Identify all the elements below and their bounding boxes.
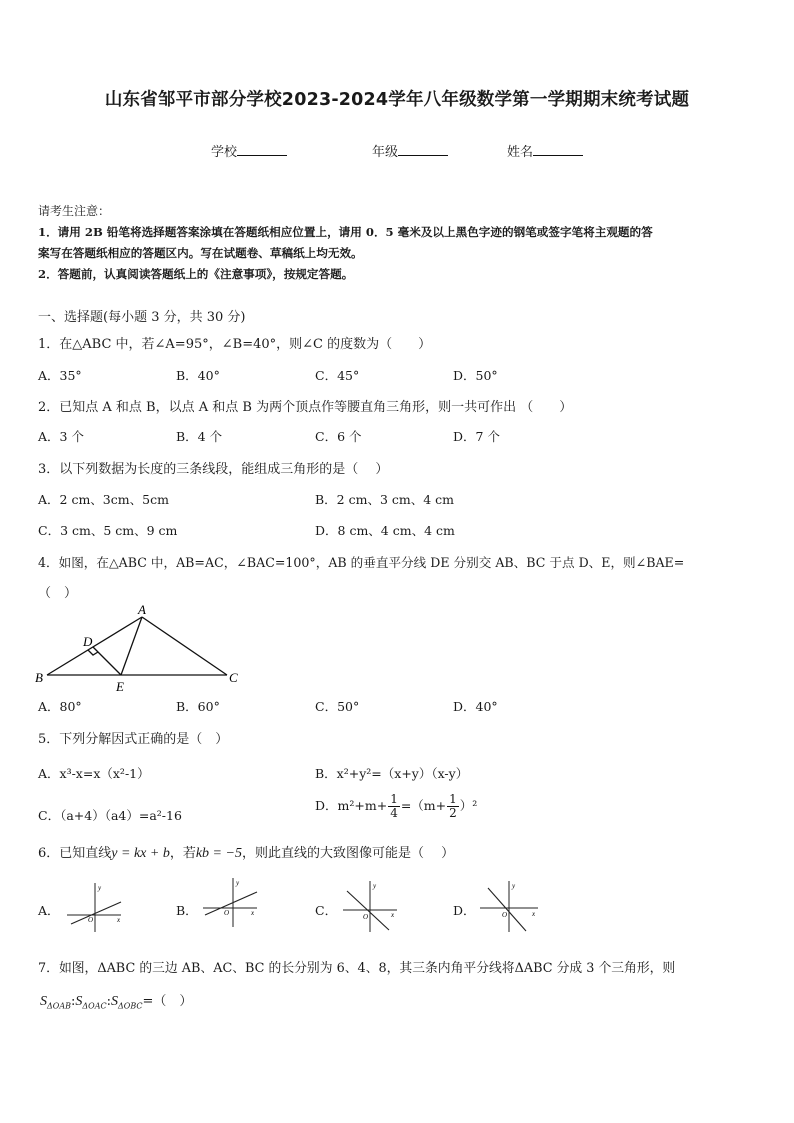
q4-option-d: D．40° <box>453 699 498 714</box>
name-blank <box>533 143 583 156</box>
q3-option-a: A．2 cm、3cm、5cm <box>38 492 169 507</box>
graph-line <box>205 892 257 915</box>
q1-option-b: B．40° <box>176 368 220 383</box>
area-s2: S <box>75 994 83 1009</box>
q5-option-c: C．（a+4）（a4）=a²-16 <box>38 808 182 823</box>
x-label: x <box>532 910 536 918</box>
label-b: B <box>35 670 43 685</box>
origin-label: O <box>88 916 94 924</box>
q4-option-a: A．80° <box>38 699 82 714</box>
area-s1: S <box>40 994 47 1009</box>
x-label: x <box>117 916 121 924</box>
notes-heading: 请考生注意： <box>38 204 111 218</box>
y-label: y <box>373 882 377 890</box>
q1-option-c: C．45° <box>315 368 360 383</box>
q6-graph-b <box>199 875 263 931</box>
fraction-denominator: 2 <box>449 806 457 820</box>
q2-option-c: C．6 个 <box>315 429 362 444</box>
q4-stem-paren: （ ） <box>38 586 78 601</box>
q5-stem: 5．下列分解因式正确的是（ ） <box>38 732 229 747</box>
q5-d-pre: D．m²+m+ <box>315 798 388 813</box>
q6-graph-a <box>63 880 127 936</box>
origin-label: O <box>502 911 508 919</box>
section-heading: 一、选择题(每小题 3 分，共 30 分) <box>38 310 246 325</box>
notes-item1-line1: 1．请用 2B 铅笔将选择题答案涂填在答题纸相应位置上，请用 0．5 毫米及以上黑色字迹的钢笔或签字笔将主观题的答 <box>38 225 653 239</box>
q1-stem: 1．在△ABC 中，若∠A=95°，∠B=40°，则∠C 的度数为（ ） <box>38 337 432 352</box>
q2-option-b: B．4 个 <box>176 429 223 444</box>
q5-option-d <box>315 793 477 820</box>
notes-item2: 2．答题前，认真阅读答题纸上的《注意事项》，按规定答题。 <box>38 267 354 281</box>
name-label: 姓名 <box>507 145 534 160</box>
q6-option-d-label: D． <box>453 903 476 918</box>
q4-triangle-figure <box>30 600 250 695</box>
ratio-end: =（ ） <box>142 994 193 1009</box>
q6-pre: 6．已知直线 <box>38 846 112 861</box>
x-label: x <box>251 909 255 917</box>
origin-label: O <box>363 913 369 921</box>
q6-graph-c <box>339 878 403 934</box>
school-blank <box>237 143 287 156</box>
segment-de <box>93 647 121 675</box>
ratio-sep-2: : <box>106 994 112 1009</box>
q3-option-c: C．3 cm、5 cm、9 cm <box>38 523 178 538</box>
q6-option-c-label: C． <box>315 903 338 918</box>
page-title: 山东省邹平市部分学校2023-2024学年八年级数学第一学期期末统考试题 <box>104 90 690 110</box>
q6-option-a-label: A． <box>38 903 60 918</box>
segment-ab <box>47 617 142 675</box>
label-e: E <box>116 679 124 694</box>
q2-option-d: D．7 个 <box>453 429 500 444</box>
q7-stem: 7．如图，ΔABC 的三边 AB、AC、BC 的长分别为 6、4、8，其三条内角平分线将ΔABC 分成 3 个三角形，则 <box>38 961 676 976</box>
fraction-one-half <box>447 793 459 820</box>
fraction-denominator: 4 <box>390 806 398 820</box>
school-label: 学校 <box>211 145 238 160</box>
q2-option-a: A．3 个 <box>38 429 84 444</box>
q5-d-post: ）² <box>459 798 478 813</box>
fraction-numerator: 1 <box>390 792 398 806</box>
q3-stem: 3．以下列数据为长度的三条线段，能组成三角形的是（ ） <box>38 462 389 477</box>
q5-d-mid: =（m+ <box>400 798 447 813</box>
label-c: C <box>229 670 238 685</box>
q6-post: ，则此直线的大致图像可能是（ ） <box>241 846 455 861</box>
x-label: x <box>391 911 395 919</box>
q3-option-b: B．2 cm、3 cm、4 cm <box>315 492 455 507</box>
q7-area-ratio <box>40 990 192 1011</box>
graph-line <box>488 888 526 931</box>
label-a: A <box>138 602 146 617</box>
y-label: y <box>236 879 240 887</box>
q4-option-b: B．60° <box>176 699 220 714</box>
q5-option-a: A．x³-x=x（x²-1） <box>38 766 150 781</box>
area-s1-sub: ΔOAB <box>47 1001 71 1011</box>
segment-ae <box>121 617 142 675</box>
name-field <box>507 141 583 160</box>
q5-option-b: B．x²+y²=（x+y）（x-y） <box>315 766 469 781</box>
grade-field <box>372 141 448 160</box>
q6-option-b-label: B． <box>176 903 198 918</box>
q6-graph-d <box>478 878 542 934</box>
q4-option-c: C．50° <box>315 699 360 714</box>
area-s3: S <box>111 994 119 1009</box>
area-s2-sub: ΔOAC <box>82 1001 107 1011</box>
school-field <box>211 141 287 160</box>
fraction-numerator: 1 <box>449 792 457 806</box>
notes-item1-line2: 案写在答题纸相应的答题区内。写在试题卷、草稿纸上均无效。 <box>38 246 363 260</box>
segment-ac <box>142 617 227 675</box>
q3-option-d: D．8 cm、4 cm、4 cm <box>315 523 455 538</box>
q6-stem <box>38 842 454 862</box>
q1-option-d: D．50° <box>453 368 498 383</box>
ratio-sep-1: : <box>71 994 76 1009</box>
grade-blank <box>398 143 448 156</box>
grade-label: 年级 <box>372 145 399 160</box>
q4-stem: 4．如图，在△ABC 中，AB=AC，∠BAC=100°，AB 的垂直平分线 DE 分别交 AB、BC 于点 D、E，则∠BAE= <box>38 555 685 570</box>
fraction-one-quarter <box>388 793 400 820</box>
origin-label: O <box>224 909 230 917</box>
q6-equation-line: y = kx + b <box>111 846 170 861</box>
graph-line <box>71 902 121 924</box>
q1-option-a: A．35° <box>38 368 82 383</box>
q6-mid: ，若 <box>169 846 196 861</box>
q6-equation-kb: kb = −5 <box>195 846 242 861</box>
y-label: y <box>512 882 516 890</box>
area-s3-sub: ΔOBC <box>118 1001 143 1011</box>
label-d: D <box>83 634 93 649</box>
q2-stem: 2．已知点 A 和点 B，以点 A 和点 B 为两个顶点作等腰直角三角形，则一共可作出 （ ） <box>38 400 573 415</box>
y-label: y <box>98 884 102 892</box>
